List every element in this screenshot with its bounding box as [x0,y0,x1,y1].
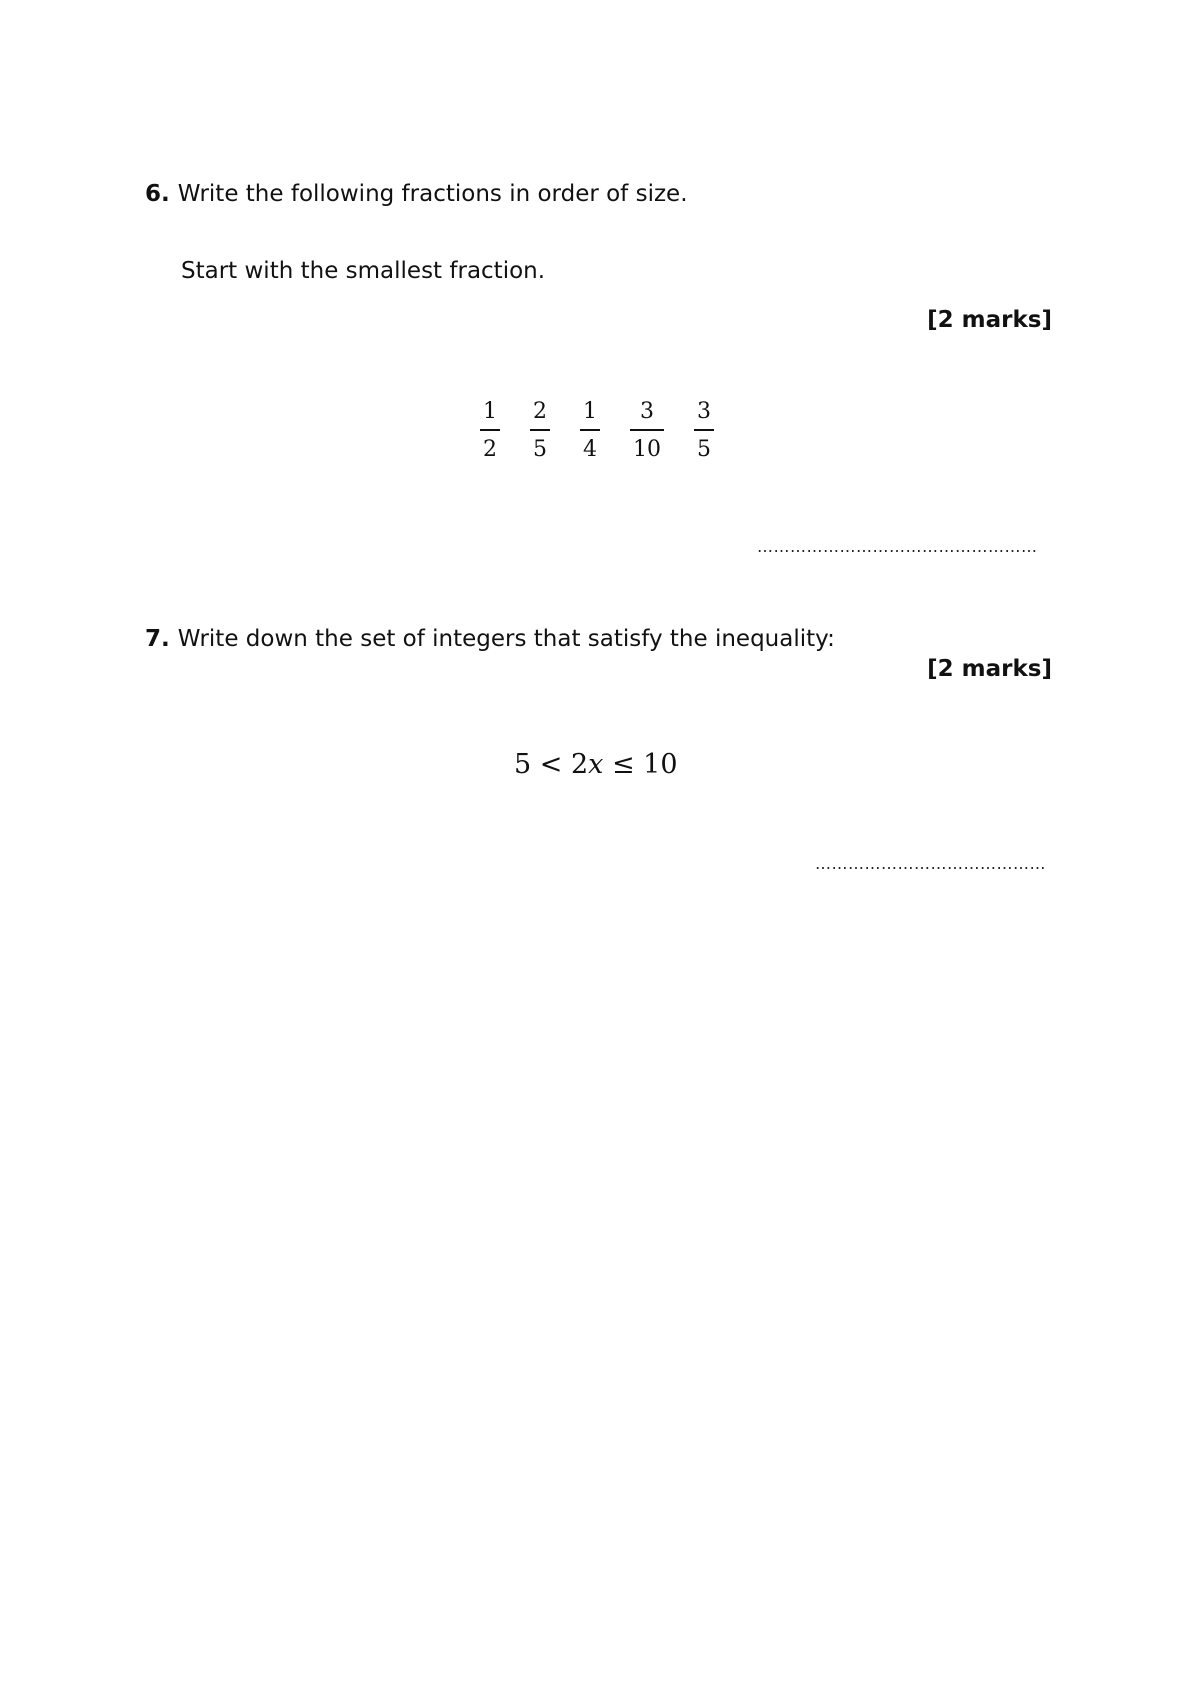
fraction-bar [530,429,550,431]
question-6-answer-line[interactable]: …………………………………………… [757,537,1038,556]
fraction-denominator: 5 [533,437,547,462]
question-6-text: Write the following fractions in order of size. [177,181,688,207]
question-7-number: 7. [145,626,170,652]
fraction-numerator: 1 [483,399,497,424]
fraction-bar [580,429,600,431]
question-6-instruction: Start with the smallest fraction. [181,258,546,284]
question-7-text: Write down the set of integers that satisfy the inequality: [177,626,835,652]
fraction-numerator: 2 [533,399,547,424]
question-7-prompt [145,624,835,654]
fraction-numerator: 1 [583,399,597,424]
fraction-denominator: 5 [697,437,711,462]
fraction-list [480,399,714,471]
fraction-bar [630,429,664,431]
fraction-item [580,399,600,463]
question-7-answer-line[interactable]: …………………………………… [815,854,1046,873]
question-6-number: 6. [145,181,170,207]
fraction-denominator: 4 [583,437,597,462]
fraction-numerator: 3 [697,399,711,424]
fraction-denominator: 2 [483,437,497,462]
fraction-denominator: 10 [633,437,661,462]
fraction-bar [480,429,500,431]
fraction-item [480,399,500,463]
fraction-numerator: 3 [640,399,654,424]
question-7-marks: [2 marks] [927,656,1052,682]
question-6-prompt [145,179,688,209]
fraction-item [694,399,714,463]
question-6-marks: [2 marks] [927,307,1052,333]
fraction-item [530,399,550,463]
inequality-expression: 5 < 2𝑥 ≤ 10 [514,749,678,780]
fraction-bar [694,429,714,431]
fraction-item [630,399,664,463]
